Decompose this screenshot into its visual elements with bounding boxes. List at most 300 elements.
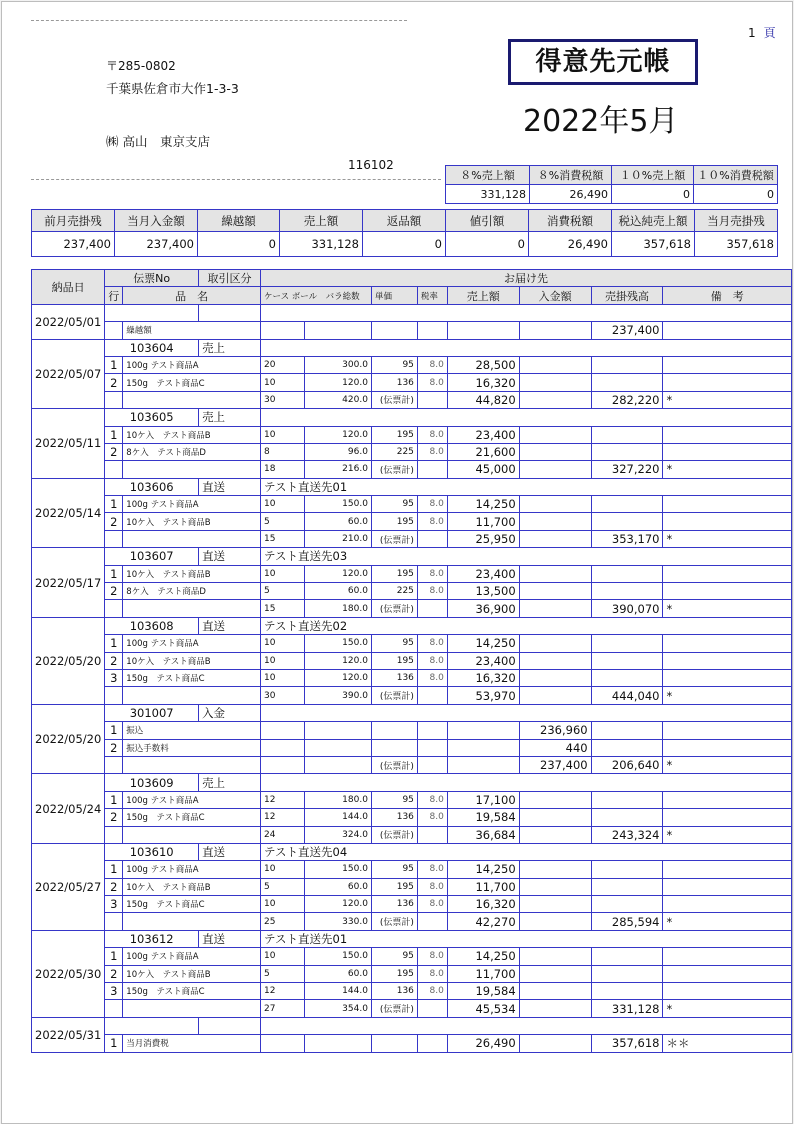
line-item-name: 100g テスト商品A [123, 635, 261, 652]
line-total-qty: 60.0 [304, 878, 371, 895]
line-item-name: 8ケ入 テスト商品D [123, 583, 261, 600]
line-sales-amount: 14,250 [447, 635, 519, 652]
ledger-line-row [32, 878, 792, 895]
line-number: 1 [105, 356, 123, 373]
line-remarks [663, 809, 792, 826]
line-sales-amount: 36,684 [447, 826, 519, 843]
line-payment-amount [519, 461, 591, 478]
ledger-line-row [32, 826, 792, 843]
col-item: 品 名 [123, 287, 261, 304]
summary-value: 0 [446, 232, 529, 257]
line-case-qty: 10 [261, 565, 305, 582]
line-payment-amount: 440 [519, 739, 591, 756]
line-total-qty: 180.0 [304, 791, 371, 808]
line-item-name: 150g テスト商品C [123, 809, 261, 826]
line-unit-price: 195 [371, 513, 417, 530]
line-balance [591, 565, 663, 582]
line-number: 2 [105, 374, 123, 391]
line-payment-amount [519, 826, 591, 843]
line-payment-amount [519, 496, 591, 513]
line-item-name [123, 461, 261, 478]
entry-header-row [32, 843, 792, 860]
line-payment-amount [519, 948, 591, 965]
line-unit-price [371, 722, 417, 739]
tax-summary-header: ８%消費税額 [530, 166, 612, 185]
line-payment-amount [519, 426, 591, 443]
summary-header: 消費税額 [529, 210, 612, 232]
recipient-name: ㈱ 高山 東京支店 [106, 134, 210, 149]
line-total-qty: 300.0 [304, 356, 371, 373]
line-number [105, 913, 123, 930]
line-total-qty: 330.0 [304, 913, 371, 930]
line-case-qty: 15 [261, 600, 305, 617]
line-tax-rate [417, 826, 447, 843]
summary-header: 繰越額 [198, 210, 280, 232]
line-case-qty: 15 [261, 530, 305, 547]
ledger-line-row [32, 391, 792, 408]
line-unit-price: 136 [371, 896, 417, 913]
line-payment-amount [519, 583, 591, 600]
col-quantity: ケース ボール バラ総数 [261, 287, 372, 304]
ledger-line-row [32, 496, 792, 513]
line-tax-rate: 8.0 [417, 443, 447, 460]
line-sales-amount: 13,500 [447, 583, 519, 600]
line-sales-amount [447, 739, 519, 756]
col-sales: 売上額 [447, 287, 519, 304]
entry-date: 2022/05/20 [32, 704, 105, 774]
line-item-name: 100g テスト商品A [123, 496, 261, 513]
entry-header-row [32, 339, 792, 356]
line-unit-price: (伝票計) [371, 1000, 417, 1017]
line-balance [591, 809, 663, 826]
summary-header: 税込純売上額 [612, 210, 695, 232]
line-remarks [663, 965, 792, 982]
line-tax-rate [417, 1000, 447, 1017]
entry-date: 2022/05/27 [32, 843, 105, 930]
line-item-name: 100g テスト商品A [123, 356, 261, 373]
line-case-qty: 30 [261, 391, 305, 408]
page-number-value: 1 [748, 26, 756, 40]
line-total-qty: 120.0 [304, 426, 371, 443]
entry-destination: テスト直送先04 [261, 843, 792, 860]
line-sales-amount: 36,900 [447, 600, 519, 617]
line-tax-rate [417, 461, 447, 478]
line-sales-amount [447, 322, 519, 339]
line-tax-rate: 8.0 [417, 809, 447, 826]
line-case-qty: 30 [261, 687, 305, 704]
ledger-line-row [32, 513, 792, 530]
entry-header-row [32, 704, 792, 721]
line-number: 1 [105, 791, 123, 808]
summary-value: 26,490 [529, 232, 612, 257]
entry-slip-number: 103605 [105, 409, 199, 426]
line-sales-amount: 45,534 [447, 1000, 519, 1017]
line-item-name [123, 826, 261, 843]
line-unit-price: (伝票計) [371, 600, 417, 617]
entry-date: 2022/05/17 [32, 548, 105, 618]
line-case-qty [261, 756, 305, 773]
line-sales-amount: 26,490 [447, 1035, 519, 1052]
line-balance [591, 426, 663, 443]
line-total-qty: 150.0 [304, 948, 371, 965]
line-total-qty: 420.0 [304, 391, 371, 408]
ledger-line-row [32, 356, 792, 373]
line-balance [591, 443, 663, 460]
ledger-sheet [1, 1, 793, 1124]
line-case-qty: 25 [261, 913, 305, 930]
line-balance: 285,594 [591, 913, 663, 930]
summary-header: 当月入金額 [115, 210, 198, 232]
line-unit-price [371, 1035, 417, 1052]
line-balance [591, 739, 663, 756]
line-item-name [123, 530, 261, 547]
line-remarks: * [663, 1000, 792, 1017]
entry-header-row [32, 1017, 792, 1034]
line-sales-amount: 23,400 [447, 652, 519, 669]
line-unit-price: 136 [371, 374, 417, 391]
line-item-name: 10ケ入 テスト商品B [123, 426, 261, 443]
line-payment-amount [519, 878, 591, 895]
entry-destination: テスト直送先01 [261, 930, 792, 947]
ledger-line-row [32, 600, 792, 617]
line-tax-rate: 8.0 [417, 652, 447, 669]
ledger-line-row [32, 739, 792, 756]
line-sales-amount: 42,270 [447, 913, 519, 930]
line-total-qty [304, 739, 371, 756]
line-total-qty [304, 722, 371, 739]
line-number [105, 687, 123, 704]
col-date: 納品日 [32, 270, 105, 305]
col-rate: 税率 [417, 287, 447, 304]
line-remarks: * [663, 600, 792, 617]
line-number: 2 [105, 739, 123, 756]
line-case-qty: 10 [261, 426, 305, 443]
ledger-line-row [32, 896, 792, 913]
tax-summary-value: 26,490 [530, 185, 612, 204]
line-remarks: * [663, 687, 792, 704]
line-remarks: ＊＊ [663, 1035, 792, 1052]
line-number: 3 [105, 983, 123, 1000]
line-remarks [663, 652, 792, 669]
col-balance: 売掛残高 [591, 287, 663, 304]
line-tax-rate: 8.0 [417, 496, 447, 513]
line-payment-amount [519, 530, 591, 547]
line-item-name: 繰越額 [123, 322, 261, 339]
entry-date: 2022/05/14 [32, 478, 105, 548]
line-number: 2 [105, 809, 123, 826]
line-total-qty: 150.0 [304, 496, 371, 513]
line-balance: 282,220 [591, 391, 663, 408]
line-case-qty: 20 [261, 356, 305, 373]
line-item-name: 当月消費税 [123, 1035, 261, 1052]
line-item-name [123, 756, 261, 773]
line-remarks [663, 722, 792, 739]
line-number: 1 [105, 1035, 123, 1052]
ledger-line-row [32, 809, 792, 826]
page-number [748, 24, 776, 41]
line-payment-amount [519, 635, 591, 652]
line-balance: 206,640 [591, 756, 663, 773]
line-sales-amount [447, 722, 519, 739]
line-total-qty: 144.0 [304, 983, 371, 1000]
line-remarks [663, 948, 792, 965]
line-payment-amount [519, 652, 591, 669]
line-remarks: * [663, 913, 792, 930]
col-payment: 入金額 [519, 287, 591, 304]
line-unit-price: 195 [371, 426, 417, 443]
line-sales-amount: 19,584 [447, 809, 519, 826]
line-case-qty [261, 322, 305, 339]
line-item-name: 振込 [123, 722, 261, 739]
line-sales-amount: 23,400 [447, 565, 519, 582]
line-remarks [663, 861, 792, 878]
summary-value: 357,618 [612, 232, 695, 257]
line-remarks: * [663, 461, 792, 478]
line-balance: 444,040 [591, 687, 663, 704]
line-balance [591, 374, 663, 391]
line-balance: 243,324 [591, 826, 663, 843]
line-total-qty: 60.0 [304, 583, 371, 600]
line-total-qty: 354.0 [304, 1000, 371, 1017]
line-balance [591, 652, 663, 669]
line-case-qty: 5 [261, 583, 305, 600]
line-remarks [663, 322, 792, 339]
line-tax-rate: 8.0 [417, 965, 447, 982]
entry-slip-number: 103607 [105, 548, 199, 565]
entry-header-row [32, 478, 792, 495]
line-item-name [123, 1000, 261, 1017]
line-case-qty: 18 [261, 461, 305, 478]
line-case-qty [261, 722, 305, 739]
line-sales-amount: 14,250 [447, 861, 519, 878]
line-payment-amount [519, 791, 591, 808]
line-total-qty: 150.0 [304, 861, 371, 878]
ledger-line-row [32, 530, 792, 547]
line-payment-amount [519, 1035, 591, 1052]
line-case-qty: 8 [261, 443, 305, 460]
line-item-name: 150g テスト商品C [123, 896, 261, 913]
line-number: 1 [105, 722, 123, 739]
col-slip: 伝票No [105, 270, 199, 287]
line-unit-price: 195 [371, 965, 417, 982]
document-period: 2022年5月 [523, 104, 679, 139]
tax-summary-value: 0 [612, 185, 694, 204]
line-unit-price: (伝票計) [371, 756, 417, 773]
page-unit-label: 頁 [763, 26, 776, 40]
line-remarks [663, 669, 792, 686]
line-case-qty: 10 [261, 374, 305, 391]
summary-value: 0 [363, 232, 446, 257]
line-number: 2 [105, 652, 123, 669]
line-sales-amount: 14,250 [447, 948, 519, 965]
line-remarks [663, 583, 792, 600]
top-dashed-line [31, 20, 407, 21]
tax-summary-table [445, 165, 778, 204]
entry-date: 2022/05/30 [32, 930, 105, 1017]
line-balance: 353,170 [591, 530, 663, 547]
entry-slip-number: 103610 [105, 843, 199, 860]
line-remarks: * [663, 530, 792, 547]
line-case-qty: 12 [261, 791, 305, 808]
line-remarks: * [663, 756, 792, 773]
entry-slip-number: 103609 [105, 774, 199, 791]
line-tax-rate: 8.0 [417, 565, 447, 582]
line-remarks [663, 791, 792, 808]
tax-summary-value: 0 [694, 185, 778, 204]
line-tax-rate: 8.0 [417, 983, 447, 1000]
entry-transaction-type: 直送 [199, 548, 261, 565]
entry-transaction-type: 直送 [199, 478, 261, 495]
line-sales-amount: 16,320 [447, 669, 519, 686]
ledger-line-row [32, 635, 792, 652]
line-unit-price: (伝票計) [371, 687, 417, 704]
line-item-name [123, 687, 261, 704]
line-number [105, 1000, 123, 1017]
ledger-line-row [32, 426, 792, 443]
entry-transaction-type: 売上 [199, 339, 261, 356]
entry-transaction-type: 直送 [199, 843, 261, 860]
line-total-qty [304, 1035, 371, 1052]
line-sales-amount: 14,250 [447, 496, 519, 513]
line-number [105, 322, 123, 339]
line-payment-amount [519, 356, 591, 373]
line-tax-rate [417, 1035, 447, 1052]
ledger-table [31, 269, 792, 1053]
line-number: 1 [105, 861, 123, 878]
line-item-name: 150g テスト商品C [123, 374, 261, 391]
line-payment-amount [519, 809, 591, 826]
summary-header: 当月売掛残 [695, 210, 778, 232]
line-tax-rate [417, 756, 447, 773]
line-number [105, 461, 123, 478]
line-balance: 237,400 [591, 322, 663, 339]
line-remarks [663, 513, 792, 530]
entry-slip-number: 103612 [105, 930, 199, 947]
line-total-qty: 60.0 [304, 965, 371, 982]
line-case-qty: 5 [261, 513, 305, 530]
line-balance: 357,618 [591, 1035, 663, 1052]
line-sales-amount: 25,950 [447, 530, 519, 547]
line-tax-rate [417, 722, 447, 739]
summary-header: 返品額 [363, 210, 446, 232]
line-tax-rate: 8.0 [417, 635, 447, 652]
line-number: 2 [105, 513, 123, 530]
line-tax-rate: 8.0 [417, 356, 447, 373]
line-payment-amount [519, 513, 591, 530]
line-remarks: * [663, 826, 792, 843]
ledger-line-row [32, 374, 792, 391]
entry-transaction-type [199, 304, 261, 321]
line-unit-price: 195 [371, 878, 417, 895]
line-remarks [663, 983, 792, 1000]
line-total-qty: 120.0 [304, 374, 371, 391]
line-sales-amount: 53,970 [447, 687, 519, 704]
line-payment-amount [519, 983, 591, 1000]
entry-header-row [32, 617, 792, 634]
line-unit-price: (伝票計) [371, 391, 417, 408]
summary-value: 357,618 [695, 232, 778, 257]
line-item-name [123, 391, 261, 408]
entry-header-row [32, 409, 792, 426]
line-case-qty: 12 [261, 983, 305, 1000]
line-balance: 327,220 [591, 461, 663, 478]
entry-slip-number [105, 304, 199, 321]
line-sales-amount: 16,320 [447, 896, 519, 913]
entry-destination [261, 704, 792, 721]
line-number [105, 756, 123, 773]
entry-destination [261, 1017, 792, 1034]
line-payment-amount [519, 443, 591, 460]
line-case-qty [261, 739, 305, 756]
line-case-qty: 12 [261, 809, 305, 826]
summary-value: 0 [198, 232, 280, 257]
entry-transaction-type: 直送 [199, 617, 261, 634]
entry-slip-number: 103608 [105, 617, 199, 634]
line-unit-price [371, 322, 417, 339]
ledger-line-row [32, 861, 792, 878]
line-remarks: * [663, 391, 792, 408]
line-unit-price [371, 739, 417, 756]
line-number: 1 [105, 948, 123, 965]
line-unit-price: (伝票計) [371, 461, 417, 478]
line-item-name: 150g テスト商品C [123, 669, 261, 686]
line-unit-price: 225 [371, 583, 417, 600]
line-total-qty: 120.0 [304, 565, 371, 582]
line-tax-rate: 8.0 [417, 426, 447, 443]
entry-destination: テスト直送先03 [261, 548, 792, 565]
line-number: 2 [105, 965, 123, 982]
line-tax-rate: 8.0 [417, 669, 447, 686]
tax-summary-header: １０%売上額 [612, 166, 694, 185]
line-number: 1 [105, 635, 123, 652]
col-price: 単価 [371, 287, 417, 304]
ledger-line-row [32, 565, 792, 582]
entry-destination [261, 304, 792, 321]
line-unit-price: 136 [371, 669, 417, 686]
entry-header-row [32, 548, 792, 565]
entry-date: 2022/05/31 [32, 1017, 105, 1052]
line-remarks [663, 374, 792, 391]
line-item-name: 100g テスト商品A [123, 948, 261, 965]
entry-transaction-type: 入金 [199, 704, 261, 721]
ledger-line-row [32, 948, 792, 965]
line-tax-rate [417, 322, 447, 339]
document-title: 得意先元帳 [508, 39, 698, 85]
summary-header: 値引額 [446, 210, 529, 232]
line-payment-amount [519, 1000, 591, 1017]
line-sales-amount [447, 756, 519, 773]
line-payment-amount [519, 565, 591, 582]
line-total-qty: 144.0 [304, 809, 371, 826]
line-case-qty: 24 [261, 826, 305, 843]
line-total-qty: 324.0 [304, 826, 371, 843]
line-payment-amount [519, 896, 591, 913]
line-balance [591, 948, 663, 965]
ledger-line-row [32, 722, 792, 739]
summary-value: 237,400 [115, 232, 198, 257]
entry-date: 2022/05/07 [32, 339, 105, 409]
line-sales-amount: 19,584 [447, 983, 519, 1000]
line-item-name: 8ケ入 テスト商品D [123, 443, 261, 460]
ledger-line-row [32, 756, 792, 773]
line-unit-price: 195 [371, 565, 417, 582]
line-tax-rate [417, 687, 447, 704]
line-sales-amount: 17,100 [447, 791, 519, 808]
line-payment-amount [519, 965, 591, 982]
line-balance [591, 791, 663, 808]
line-payment-amount: 237,400 [519, 756, 591, 773]
line-sales-amount: 11,700 [447, 965, 519, 982]
